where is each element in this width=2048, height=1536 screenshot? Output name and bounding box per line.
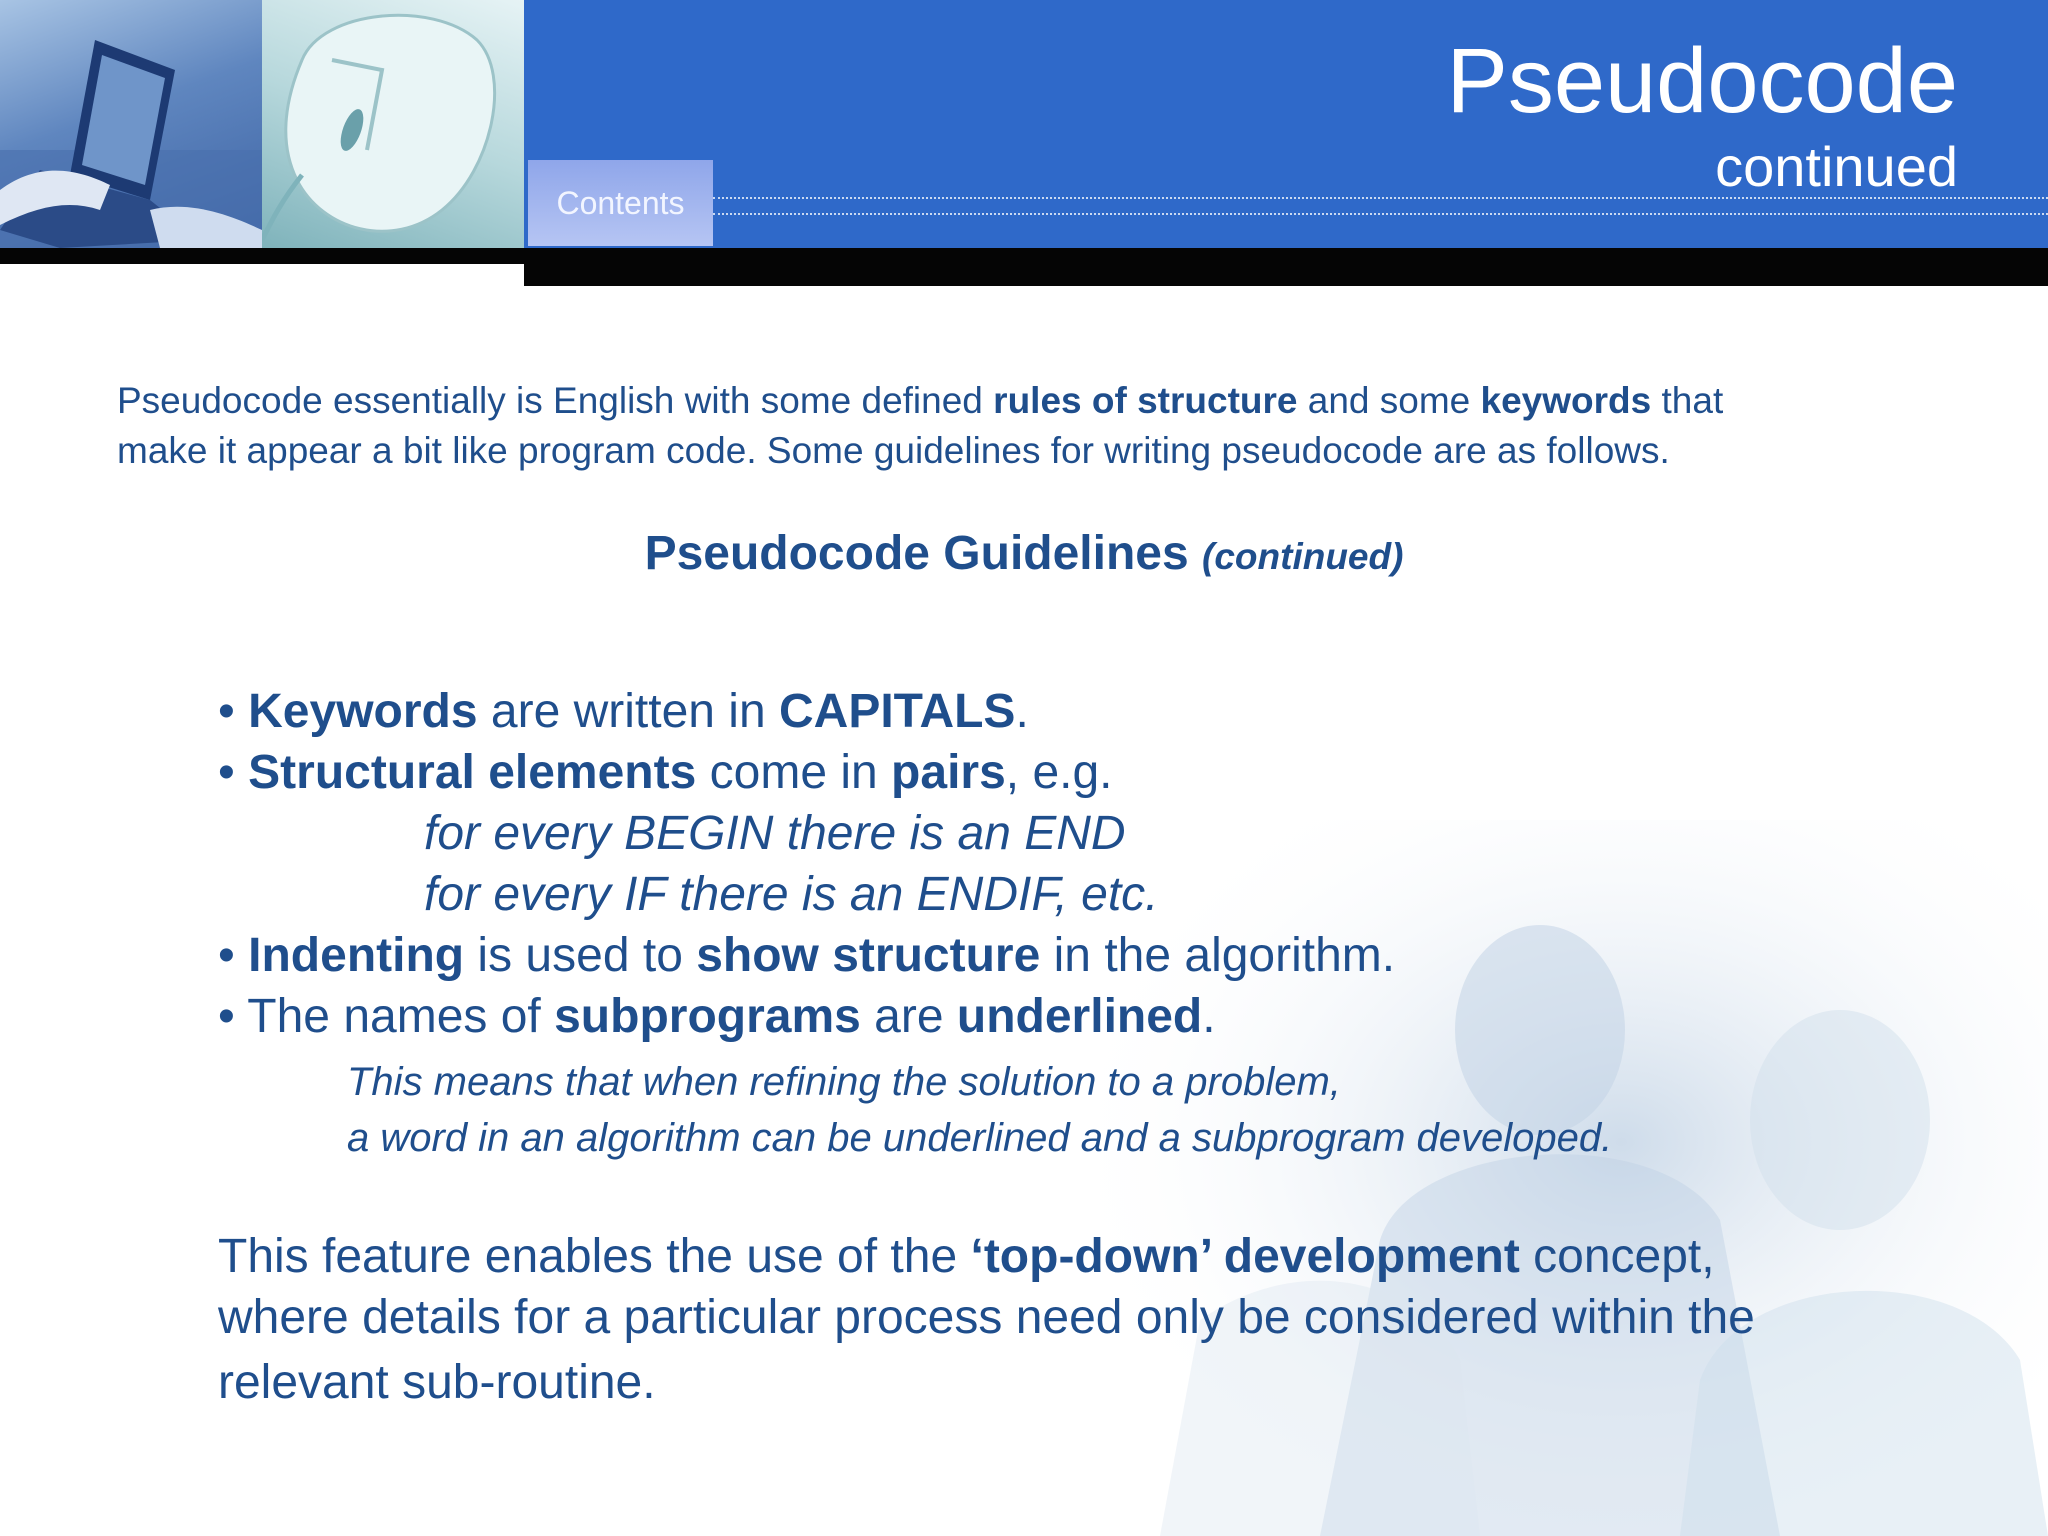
subprogram-note: This means that when refining the solution to a problem, — [347, 1060, 1341, 1104]
bullet-bold: show structure — [696, 929, 1041, 982]
bullet-bold: Keywords — [248, 685, 478, 738]
conclusion-line: where details for a particular process need only be considered within the — [218, 1291, 1755, 1344]
section-heading — [0, 524, 2048, 587]
bullet-text: come in — [696, 746, 892, 799]
computer-mouse-photo-icon — [262, 0, 524, 248]
conclusion-bold: ‘top-down’ development — [970, 1230, 1520, 1283]
heading-note: (continued) — [1202, 536, 1404, 577]
list-item — [218, 743, 1113, 803]
bullet-marker: • — [218, 746, 249, 799]
bullet-bold: underlined — [956, 990, 1203, 1043]
bullet-text: . — [1202, 990, 1216, 1043]
conclusion-line — [218, 1226, 1715, 1288]
intro-paragraph — [117, 376, 1937, 476]
intro-text: and some — [1297, 380, 1481, 421]
bullet-bold: Indenting — [248, 929, 465, 982]
list-item — [218, 926, 1395, 986]
pairs-example: for every BEGIN there is an END — [424, 807, 1126, 860]
pairs-example: for every IF there is an ENDIF, etc. — [424, 868, 1159, 921]
header-black-bar-right — [524, 248, 2048, 286]
slide-title: Pseudocode — [1446, 30, 1958, 132]
bullet-marker: • — [218, 685, 249, 738]
bullet-marker: • — [218, 929, 249, 982]
intro-line-2: make it appear a bit like program code. Some guidelines for writing pseudocode are as follows. — [117, 430, 1670, 471]
bullet-text: , e.g. — [1005, 746, 1113, 799]
header-black-bar-left — [0, 248, 524, 264]
bullet-text: are — [860, 990, 957, 1043]
bullet-bold: pairs — [891, 746, 1006, 799]
subprogram-note: a word in an algorithm can be underlined and a subprogram developed. — [347, 1116, 1613, 1160]
intro-text: that — [1651, 380, 1724, 421]
contents-button[interactable]: Contents — [528, 160, 713, 246]
conclusion-text: concept, — [1519, 1230, 1715, 1283]
bullet-text: The names of — [247, 990, 555, 1043]
conclusion-text: This feature enables the use of the — [218, 1230, 971, 1283]
bullet-text: . — [1015, 685, 1029, 738]
bullet-bold: CAPITALS — [779, 685, 1016, 738]
intro-bold-keywords: keywords — [1480, 380, 1652, 421]
bullet-text: in the algorithm. — [1040, 929, 1396, 982]
bullet-text: is used to — [464, 929, 697, 982]
list-item — [218, 682, 1029, 742]
bullet-text: are written in — [477, 685, 779, 738]
dotted-rule-lower — [713, 213, 2048, 215]
bullet-bold: subprograms — [554, 990, 861, 1043]
conclusion-line: relevant sub-routine. — [218, 1356, 656, 1409]
intro-bold-rules: rules of structure — [993, 380, 1298, 421]
list-item — [218, 987, 1216, 1047]
intro-text: Pseudocode essentially is English with some defined — [117, 380, 994, 421]
slide-subtitle: continued — [1715, 135, 1958, 198]
bullet-marker: • — [218, 990, 248, 1043]
laptop-photo-icon — [0, 0, 262, 248]
bullet-bold: Structural elements — [248, 746, 697, 799]
heading-main: Pseudocode Guidelines — [644, 527, 1189, 580]
